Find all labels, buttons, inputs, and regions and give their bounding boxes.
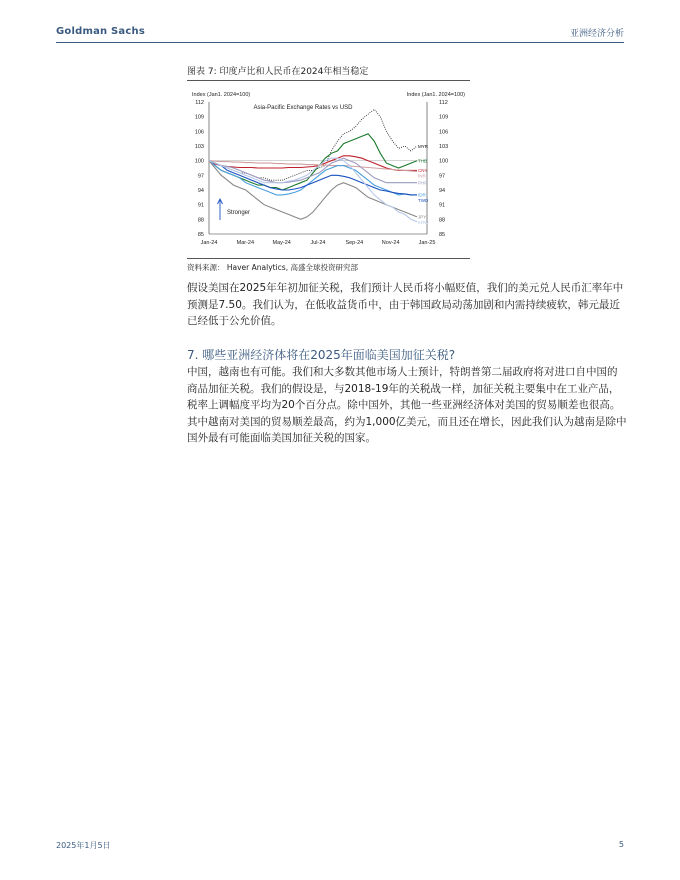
x-tick-label: Jan-25 (418, 240, 436, 246)
y-tick-label-left: 106 (194, 129, 204, 136)
series-label-inr: INR (418, 173, 426, 179)
figure-bottom-divider (187, 258, 470, 259)
page-number: 5 (618, 840, 624, 849)
series-label-twd: TWD (418, 198, 429, 204)
header-divider (56, 42, 624, 43)
stronger-label: Stronger (227, 210, 251, 216)
series-line-idr (209, 161, 417, 195)
y-tick-label-right: 97 (439, 173, 446, 180)
y-tick-label-left: 112 (195, 100, 204, 106)
y-tick-label-right: 112 (439, 100, 448, 106)
y-tick-label-right: 91 (439, 202, 446, 209)
x-tick-label: Jul-24 (310, 240, 326, 246)
figure-top-divider (187, 80, 470, 81)
y-tick-label-right: 109 (439, 114, 449, 121)
body-paragraph-1: 假设美国在2025年年初加征关税，我们预计人民币将小幅贬值，我们的美元兑人民币汇率年中预测是7.50。我们认为，在低收益货币中，由于韩国政局动荡加剧和内需持续疲软，韩元最近已经低于公允价值。 (187, 282, 624, 327)
y-tick-label-right: 103 (439, 144, 449, 150)
series-label-idr: IDR (418, 192, 426, 198)
series-label-myr: MYR (418, 143, 428, 149)
x-tick-label: Sep-24 (345, 240, 364, 246)
y-tick-label-right: 85 (439, 232, 446, 238)
header-section-title: 亚洲经济分析 (569, 29, 624, 39)
y-tick-label-left: 100 (194, 158, 204, 165)
footer-date: 2025年1月5日 (56, 841, 111, 850)
x-tick-label: Jan-24 (200, 240, 218, 246)
figure-title: 图表 7: 印度卢比和人民币在2024年相当稳定 (187, 67, 369, 77)
series-line-myr (209, 109, 417, 180)
section-heading: 7. 哪些亚洲经济体将在2025年面临美国加征关税? (187, 348, 456, 362)
y-tick-label-right: 88 (439, 217, 446, 224)
x-tick-label: May-24 (272, 240, 291, 246)
y-tick-label-right: 106 (439, 129, 449, 136)
figure-source: 资料来源： Haver Analytics, 高盛全球投资研究部 (187, 263, 358, 272)
y-tick-label-left: 109 (194, 114, 204, 121)
series-label-thb: THB (418, 158, 427, 164)
header-brand: Goldman Sachs (56, 26, 145, 37)
y-tick-label-left: 97 (197, 173, 204, 180)
chart-title: Asia-Pacific Exchange Rates vs USD (253, 105, 353, 111)
series-label-krw: KRW (418, 220, 429, 226)
chart-legend (418, 144, 429, 225)
body-paragraph-2: 中国，越南也有可能。我们和大多数其他市场人士预计，特朗普第二届政府将对进口自中国的商品加征关税。我们的假设是，与2018-19年的关税战一样，加征关税主要集中在工业产品，税率上调幅度平均为20个百分点。除中国外，其他一些亚洲经济体对美国的贸易顺差也很高。其中越南对美国的贸易顺差最高，约为1,000亿美元，而且还在增长，因此我们认为越南是除中国外最有可能面临美国加征关税的国家。 (187, 366, 627, 444)
y-tick-label-left: 85 (197, 232, 204, 238)
y-tick-label-left: 103 (194, 144, 204, 150)
x-tick-label: Mar-24 (236, 240, 255, 246)
y-tick-label-right: 100 (439, 158, 449, 165)
exchange-rate-chart (187, 86, 470, 256)
y-tick-label-left: 91 (197, 202, 204, 209)
y-axis-label-left: Index (Jan1. 2024=100) (192, 92, 251, 98)
chart-series (209, 109, 417, 222)
series-label-jpy: JPY (418, 214, 427, 220)
y-axis-label-right: Index (Jan1. 2024=100) (406, 92, 465, 98)
y-tick-label-right: 94 (439, 188, 446, 194)
x-tick-label: Nov-24 (381, 240, 400, 246)
y-tick-label-left: 94 (197, 188, 204, 194)
y-tick-label-left: 88 (197, 217, 204, 224)
series-label-cny: CNY (418, 168, 428, 174)
series-label-php: PHP (418, 180, 428, 186)
stronger-annotation (218, 199, 251, 220)
